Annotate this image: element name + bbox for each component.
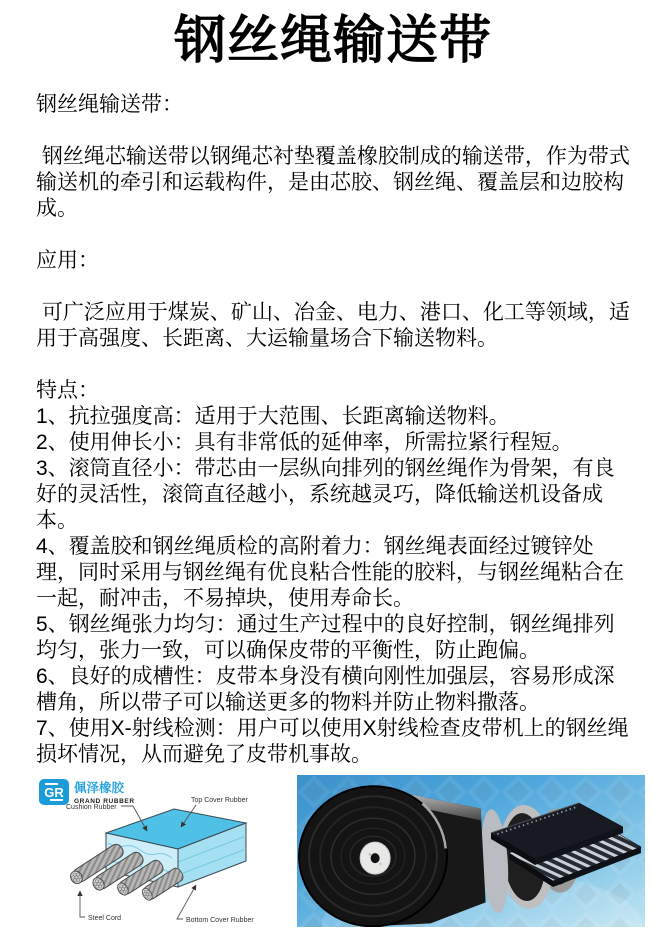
feature-item: 3、滚筒直径小：带芯由一层纵向排列的钢丝绳作为骨架，有良好的灵活性，滚筒直径越小，系统越灵巧，降低输送机设备成本。 (36, 457, 615, 532)
features-heading: 特点： (36, 379, 99, 402)
feature-item: 6、良好的成槽性：皮带本身没有横向刚性加强层，容易形成深槽角，所以带子可以输送更多的物料并防止物料撒落。 (36, 665, 615, 714)
page-title: 钢丝绳输送带 (173, 12, 492, 70)
logo-chinese-text: 佩泽橡胶 (74, 781, 125, 795)
feature-item: 4、覆盖胶和钢丝绳质检的高附着力：钢丝绳表面经过镀锌处理，同时采用与钢丝绳有优良粘合性能的胶料，与钢丝绳粘合在一起，耐冲击，不易掉块，使用寿命长。 (36, 535, 624, 610)
subtitle: 钢丝绳输送带： (36, 93, 183, 116)
logo-monogram: GR (44, 785, 64, 800)
cushion-rubber-label: Cushion Rubber (66, 804, 117, 811)
conveyor-belt-photo (297, 775, 645, 927)
feature-item: 5、钢丝绳张力均匀：通过生产过程中的良好控制，钢丝绳排列均匀，张力一致，可以确保皮带的平衡性，防止跑偏。 (36, 613, 615, 662)
belt-block-illustration (68, 809, 246, 902)
bottom-cover-rubber-label: Bottom Cover Rubber (186, 917, 254, 924)
feature-item: 2、使用伸长小：具有非常低的延伸率，所需拉紧行程短。 (36, 431, 573, 454)
intro-paragraph: 钢丝绳芯输送带以钢绳芯衬垫覆盖橡胶制成的输送带，作为带式输送机的牵引和运载构件，是由芯胶、钢丝绳、覆盖层和边胶构成。 (36, 145, 630, 220)
steel-cord-label: Steel Cord (88, 915, 122, 922)
top-cover-rubber-label: Top Cover Rubber (191, 797, 248, 804)
product-page (0, 10, 666, 927)
feature-item: 1、抗拉强度高：适用于大范围、长距离输送物料。 (36, 405, 510, 428)
belt-structure-diagram (36, 775, 281, 927)
figures-row (36, 775, 630, 927)
page-content (0, 92, 666, 927)
application-paragraph: 可广泛应用于煤炭、矿山、冶金、电力、港口、化工等领域，适用于高强度、长距离、大运输量场合下输送物料。 (36, 301, 630, 350)
feature-item: 7、使用X-射线检测：用户可以使用X射线检查皮带机上的钢丝绳损坏情况，从而避免了皮带机事故。 (36, 717, 629, 766)
grand-rubber-logo (39, 779, 135, 805)
logo-english-text: GRAND RUBBER (74, 798, 135, 805)
application-heading: 应用： (36, 249, 99, 272)
